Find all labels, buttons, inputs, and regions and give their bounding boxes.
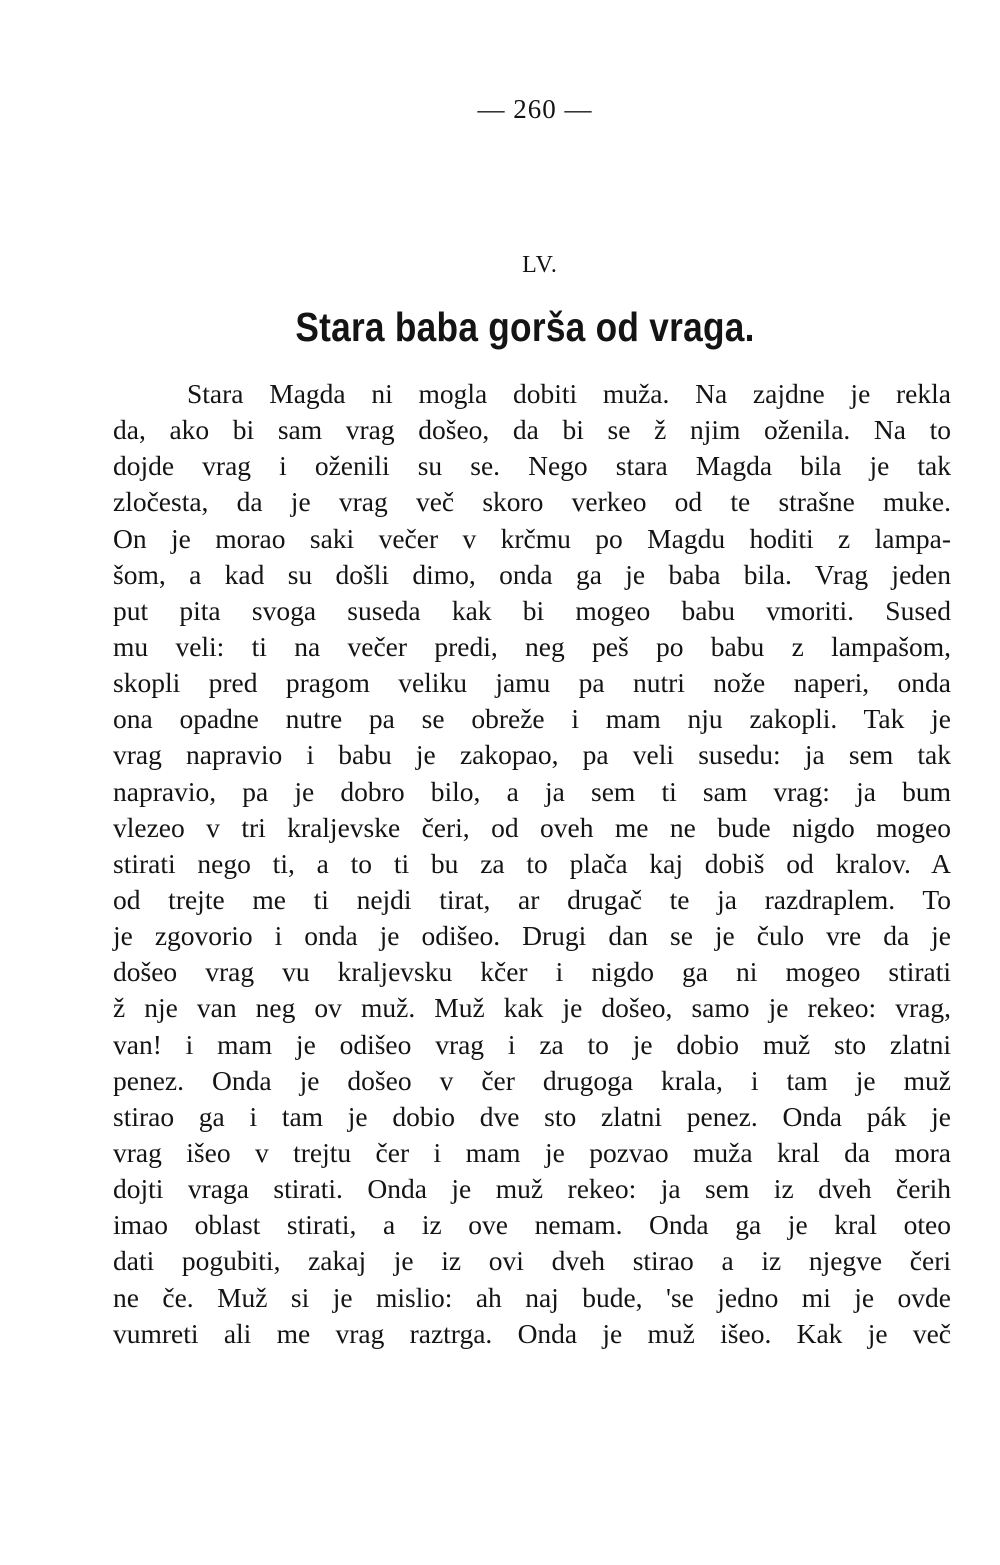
text-line: On je morao saki večer v krčmu po Magdu hoditi z lampa- (113, 522, 951, 554)
text-line: imao oblast stirati, a iz ove nemam. Onda ga je kral oteo (113, 1209, 951, 1241)
text-line: Stara Magda ni mogla dobiti muža. Na zajdne je rekla (187, 378, 951, 409)
text-line: put pita svoga suseda kak bi mogeo babu vmoriti. Sused (113, 594, 951, 626)
text-line: ne če. Muž si je mislio: ah naj bude, 'se jedno mi je ovde (113, 1281, 951, 1313)
page-number: — 260 — (477, 94, 593, 124)
text-line: je zgovorio i onda je odišeo. Drugi dan se je čulo vre da je (113, 920, 951, 952)
text-line: šom, a kad su došli dimo, onda ga je baba bila. Vrag jeden (113, 558, 951, 590)
text-line: dojde vrag i oženili su se. Nego stara Magda bila je tak (113, 450, 951, 482)
text-line: vlezeo v tri kraljevske čeri, od oveh me ne bude nigdo mogeo (113, 811, 951, 843)
text-line: mu veli: ti na večer predi, neg peš po babu z lampašom, (113, 630, 951, 662)
text-line: penez. Onda je došeo v čer drugoga krala, i tam je muž (113, 1064, 951, 1096)
text-line: napravio, pa je dobro bilo, a ja sem ti sam vrag: ja bum (113, 775, 951, 807)
text-line: stirao ga i tam je dobio dve sto zlatni penez. Onda pák je (113, 1100, 951, 1132)
chapter-title: Stara baba gorša od vraga. (295, 304, 755, 350)
text-line: ona opadne nutre pa se obreže i mam nju zakopli. Tak je (113, 703, 951, 735)
chapter-number: LV. (522, 252, 558, 278)
text-line: dati pogubiti, zakaj je iz ovi dveh stirao a iz njegve čeri (113, 1245, 951, 1277)
text-line: da, ako bi sam vrag došeo, da bi se ž njim oženila. Na to (113, 414, 951, 446)
text-line: dojti vraga stirati. Onda je muž rekeo: ja sem iz dveh čerih (113, 1173, 951, 1205)
text-line: došeo vrag vu kraljevsku kčer i nigdo ga ni mogeo stirati (113, 956, 951, 988)
text-line: od trejte me ti nejdi tirat, ar drugač te ja razdraplem. To (113, 883, 951, 915)
text-line: skopli pred pragom veliku jamu pa nutri nože naperi, onda (113, 667, 951, 699)
text-line: van! i mam je odišeo vrag i za to je dobio muž sto zlatni (113, 1028, 951, 1060)
text-line: vrag išeo v trejtu čer i mam je pozvao muža kral da mora (113, 1136, 951, 1168)
text-line: vumreti ali me vrag raztrga. Onda je muž išeo. Kak je več (113, 1317, 951, 1349)
text-line: stirati nego ti, a to ti bu za to plača kaj dobiš od kralov. A (113, 847, 951, 879)
story-text (113, 376, 951, 1352)
text-line: zločesta, da je vrag več skoro verkeo od te strašne muke. (113, 486, 951, 518)
text-line: ž nje van neg ov muž. Muž kak je došeo, samo je rekeo: vrag, (113, 992, 951, 1024)
text-line: vrag napravio i babu je zakopao, pa veli susedu: ja sem tak (113, 739, 951, 771)
